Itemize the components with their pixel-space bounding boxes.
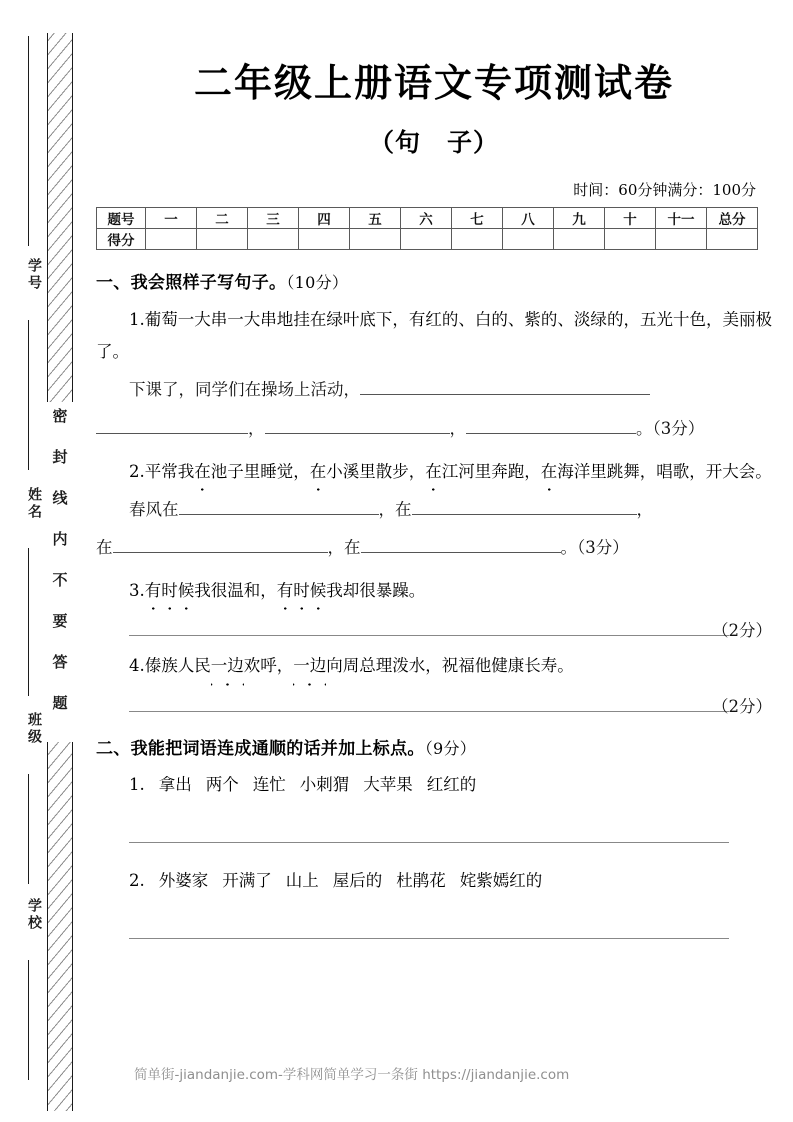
page-title: 二年级上册语文专项测试卷 — [193, 60, 674, 105]
score-table-col-11: 十一 — [656, 208, 707, 229]
score-cell-total[interactable] — [707, 229, 758, 250]
question-1-2-points: （3分） — [577, 538, 629, 558]
answer-blank-1-2-c[interactable] — [113, 536, 328, 554]
word-2-1-2: 两个 — [205, 774, 239, 794]
q-1-2-connector-1: 在 — [395, 499, 412, 519]
word-2-2-3: 山上 — [285, 870, 319, 890]
side-rule-1 — [28, 36, 29, 246]
question-1-2-number: 2. — [129, 461, 145, 481]
question-2-1 — [96, 769, 772, 800]
answer-blank-1-2-d[interactable] — [361, 536, 561, 554]
answer-blank-1-1-d[interactable] — [466, 416, 636, 434]
emphasis-yibian-1: 一边 — [211, 650, 244, 682]
word-2-1-6: 红红的 — [426, 774, 477, 794]
section-2-number: 二、 — [96, 738, 131, 759]
word-2-1-3: 连忙 — [252, 774, 286, 794]
emphasis-zai-3: 在 — [425, 456, 442, 488]
section-2-title: 我能把词语连成通顺的话并加上标点。 — [130, 738, 425, 759]
question-1-3-points-row — [96, 617, 772, 641]
word-2-2-6: 姹紫嫣红的 — [459, 870, 543, 890]
side-label-student-name: 姓名 — [26, 487, 42, 521]
score-table-col-1: 一 — [146, 208, 197, 229]
side-label-class: 班级 — [26, 712, 42, 746]
question-2-1-number: 1. — [129, 774, 145, 794]
score-table-col-9: 九 — [554, 208, 605, 229]
exam-meta: 时间：60分钟满分：100分 — [573, 181, 756, 199]
score-cell-10[interactable] — [605, 229, 656, 250]
seal-line-text: 密封线内不要答题 — [47, 402, 74, 742]
table-row-scores — [97, 229, 758, 250]
question-1-1-answer-line-b — [96, 413, 772, 445]
question-1-4 — [96, 650, 772, 682]
score-table-col-4: 四 — [299, 208, 350, 229]
q-1-4-part-4: 向周总理泼水，祝福他健康长寿。 — [326, 656, 574, 676]
word-2-1-1: 拿出 — [158, 774, 192, 794]
q-1-2-comma-2: ， — [636, 499, 653, 519]
answer-blank-1-1-c[interactable] — [265, 416, 450, 434]
emphasis-zai-2: 在 — [310, 456, 327, 488]
section-1-title: 我会照样子写句子。 — [130, 273, 287, 293]
answer-blank-1-1-b[interactable] — [96, 416, 248, 434]
score-cell-8[interactable] — [503, 229, 554, 250]
q-1-1-punct-2: ， — [449, 418, 466, 438]
side-label-student-id: 学号 — [26, 258, 42, 292]
question-1-1-example: 葡萄一大串一大串地挂在绿叶底下，有红的、白的、紫的、淡绿的，五光十色，美丽极了。 — [96, 310, 772, 362]
question-2-2-number: 2. — [129, 870, 145, 890]
emphasis-yibian-2: 一边 — [293, 650, 326, 682]
q-1-1-punct-1: ， — [248, 418, 265, 438]
score-cell-9[interactable] — [554, 229, 605, 250]
q-1-2-part-6: 江河里奔跑， — [441, 461, 541, 481]
score-cell-1[interactable] — [146, 229, 197, 250]
q-1-2-comma-3: ， — [327, 538, 344, 558]
question-2-2 — [96, 865, 772, 896]
score-table-row-label: 题号 — [97, 208, 146, 229]
score-cell-3[interactable] — [248, 229, 299, 250]
question-1-1-points: （3分） — [652, 418, 705, 438]
question-1-3 — [96, 575, 772, 607]
score-cell-2[interactable] — [197, 229, 248, 250]
q-1-3-part-4: 我却很暴躁。 — [326, 581, 426, 601]
question-1-2-answer-line-a — [96, 494, 772, 526]
score-table-col-total: 总分 — [707, 208, 758, 229]
score-table-col-3: 三 — [248, 208, 299, 229]
q-1-2-comma-1: ， — [378, 499, 395, 519]
q-1-4-part-2: 欢呼， — [243, 656, 294, 676]
score-table-col-6: 六 — [401, 208, 452, 229]
emphasis-zai-4: 在 — [541, 456, 558, 488]
word-2-1-4: 小刺猬 — [299, 774, 350, 794]
score-table-col-8: 八 — [503, 208, 554, 229]
q-1-2-end-punct: 。 — [560, 538, 577, 558]
score-cell-4[interactable] — [299, 229, 350, 250]
side-rule-5 — [28, 960, 29, 1080]
question-1-3-points: （2分） — [712, 621, 772, 641]
q-1-2-connector-3: 在 — [344, 538, 361, 558]
answer-blank-1-1-a[interactable] — [360, 378, 650, 396]
word-2-2-1: 外婆家 — [158, 870, 209, 890]
paper-content — [96, 0, 772, 1122]
side-rule-2 — [28, 320, 29, 470]
answer-blank-1-2-b[interactable] — [412, 497, 637, 515]
q-1-4-part-0: 傣族人民 — [144, 656, 211, 676]
question-1-2-answer-line-b — [96, 532, 772, 564]
side-rule-4 — [28, 774, 29, 884]
table-row-header — [97, 208, 758, 229]
q-1-3-part-2: 我很温和， — [194, 581, 277, 601]
score-table-col-5: 五 — [350, 208, 401, 229]
word-2-1-5: 大苹果 — [363, 774, 413, 794]
score-table-col-10: 十 — [605, 208, 656, 229]
side-label-school: 学校 — [26, 898, 42, 932]
question-1-3-number: 3. — [129, 581, 145, 601]
score-table-row-label-score: 得分 — [97, 229, 146, 250]
section-1-number: 一、 — [96, 273, 131, 293]
word-2-2-4: 屋后的 — [332, 870, 383, 890]
section-2-points: （9分） — [424, 738, 477, 758]
question-1-1-answer-line-a — [96, 374, 772, 406]
answer-blank-1-2-a[interactable] — [179, 497, 379, 515]
section-heading-1 — [96, 268, 772, 293]
answer-blank-1-3[interactable] — [129, 635, 729, 636]
question-1-4-points-row — [96, 693, 772, 717]
question-1-2-prompt: 春风在 — [129, 499, 179, 519]
q-1-2-part-4: 小溪里散步， — [326, 461, 426, 481]
footer-watermark: 简单街-jiandanjie.com-学科网简单学习一条街 https://jiandanjie.com — [134, 1067, 570, 1083]
q-1-2-part-0: 平常我 — [144, 461, 195, 481]
emphasis-youshihou-1: 有时候 — [145, 575, 195, 607]
q-1-2-part-8: 海洋里跳舞，唱歌，开大会。 — [557, 461, 772, 481]
score-cell-7[interactable] — [452, 229, 503, 250]
question-1-1 — [96, 304, 772, 368]
score-table-col-2: 二 — [197, 208, 248, 229]
answer-blank-2-2[interactable] — [129, 938, 729, 939]
q-1-1-end-punct: 。 — [636, 418, 653, 438]
section-1-points: （10分） — [286, 273, 349, 292]
score-table-col-7: 七 — [452, 208, 503, 229]
question-1-4-points: （2分） — [712, 696, 772, 716]
word-2-2-2: 开满了 — [222, 870, 272, 890]
question-1-1-number: 1. — [129, 310, 145, 329]
q-1-2-part-2: 池子里睡觉， — [210, 461, 310, 481]
score-table — [96, 207, 758, 250]
question-1-2 — [96, 456, 772, 488]
answer-blank-1-4[interactable] — [129, 711, 729, 712]
question-1-1-prompt: 下课了，同学们在操场上活动， — [129, 380, 360, 400]
q-1-2-connector-2: 在 — [96, 538, 113, 558]
page-subtitle: （句 子） — [368, 128, 499, 157]
score-cell-5[interactable] — [350, 229, 401, 250]
emphasis-zai-1: 在 — [194, 456, 211, 488]
seal-line-band — [47, 33, 73, 1111]
word-2-2-5: 杜鹃花 — [396, 870, 446, 890]
emphasis-youshihou-2: 有时候 — [277, 575, 327, 607]
side-rule-3 — [28, 548, 29, 696]
section-heading-2 — [96, 734, 772, 759]
question-1-4-number: 4. — [129, 656, 145, 676]
score-cell-6[interactable] — [401, 229, 452, 250]
score-cell-11[interactable] — [656, 229, 707, 250]
answer-blank-2-1[interactable] — [129, 842, 729, 843]
